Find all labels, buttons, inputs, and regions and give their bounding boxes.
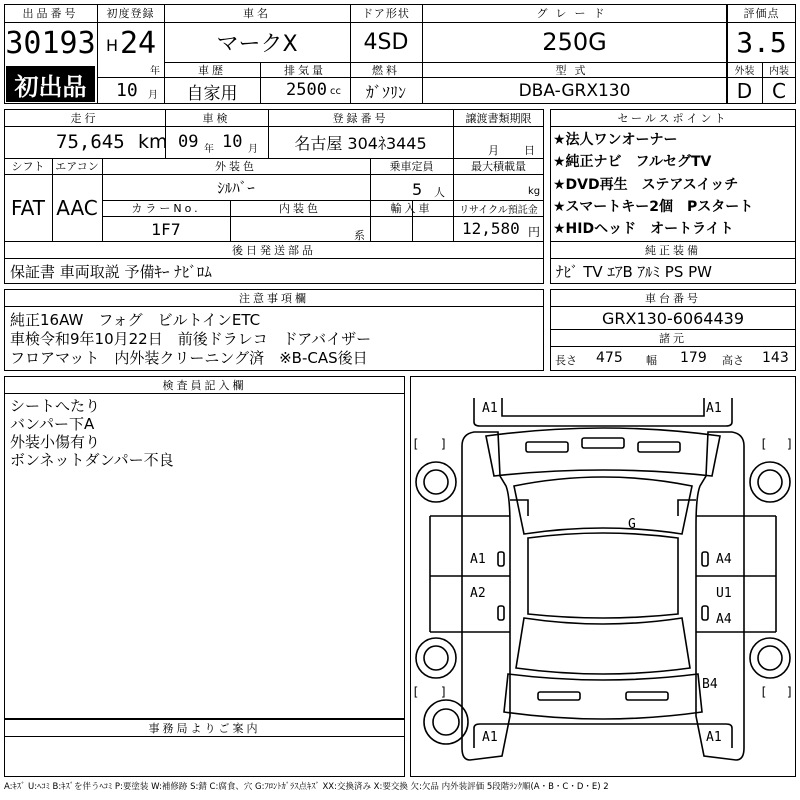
height-label: 高さ xyxy=(722,354,744,367)
ext-color-label: 外装色 xyxy=(215,160,257,173)
length-value: 475 xyxy=(596,350,623,366)
ext-color-value: ｼﾙﾊﾞｰ xyxy=(217,179,255,197)
svg-text:]: ] xyxy=(786,437,794,451)
svg-text:]: ] xyxy=(440,685,448,699)
fuel-label: 燃料 xyxy=(372,63,400,77)
door-label: ドア形状 xyxy=(362,7,410,20)
inspector-line: バンパー下A xyxy=(10,415,95,433)
score-label: 評価点 xyxy=(743,7,780,20)
damage-mark-right-front-door: A4 xyxy=(716,552,732,567)
svg-text:[: [ xyxy=(760,437,768,451)
reg-label: 登録番号 xyxy=(332,111,389,125)
displacement-value: 2500 xyxy=(286,80,327,100)
max-load-label: 最大積載量 xyxy=(471,160,526,173)
chassis-number: GRX130-6064439 xyxy=(601,308,745,328)
svg-text:]: ] xyxy=(786,685,794,699)
damage-mark-front-left: A1 xyxy=(482,401,498,416)
mileage-value: 75,645 xyxy=(56,131,125,153)
era: H xyxy=(106,36,119,55)
ac-value: AAC xyxy=(56,196,98,220)
inspection-label: 車検 xyxy=(202,111,231,125)
transfer-label: 譲渡書類期限 xyxy=(465,111,532,125)
inspection-month: 10 xyxy=(222,132,243,152)
inspector-line: ボンネットダンパー不良 xyxy=(10,451,174,469)
grade-value: 250G xyxy=(542,28,607,56)
length-label: 長さ xyxy=(555,354,577,367)
inspector-label: 検査員記入欄 xyxy=(162,378,247,392)
inspector-line: シートへたり xyxy=(10,397,101,415)
notes-line: フロアマット 内外装クリーニング済 ※B-CAS後日 xyxy=(10,349,368,367)
history-label: 車歴 xyxy=(198,63,226,77)
sales-point-item: ★DVD再生 ステアスイッチ xyxy=(553,177,739,193)
damage-mark-left-rear-door: A2 xyxy=(470,586,486,601)
displacement-label: 排気量 xyxy=(284,63,326,77)
sales-points-label: セールスポイント xyxy=(617,111,729,125)
damage-mark-right-rear-door-upper: U1 xyxy=(716,586,732,601)
legend: A:ｷｽﾞ U:ﾍｺﾐ B:ｷｽﾞを伴うﾍｺﾐ P:要塗装 W:補修跡 S:錆 C:腐食、穴 G:ﾌﾛﾝﾄｶﾞﾗｽ点ｷｽﾞ XX:交換済み X:要交換 欠:欠品 内外装評価 5段階ﾗﾝｸ順(A・B・C・D・E) 2 xyxy=(4,782,609,792)
inspection-month-unit: 月 xyxy=(248,144,258,155)
history-value: 自家用 xyxy=(186,83,238,104)
color-no-value: 1F7 xyxy=(151,219,181,239)
sales-point-item: ★法人ワンオーナー xyxy=(553,132,678,148)
mileage-unit: km xyxy=(138,131,168,153)
door-value: 4SD xyxy=(363,29,409,55)
inspection-year: 09 xyxy=(178,132,199,152)
damage-mark-windshield: G xyxy=(628,517,636,532)
spec-label: 諸元 xyxy=(659,331,687,345)
mileage-label: 走行 xyxy=(70,111,99,125)
import-label: 輸入車 xyxy=(390,202,433,215)
svg-text:[: [ xyxy=(412,685,420,699)
damage-mark-front-right: A1 xyxy=(706,401,722,416)
color-no-label: カラーNo. xyxy=(131,202,201,215)
width-value: 179 xyxy=(680,350,707,366)
lot-number: 30193 xyxy=(5,25,96,61)
later-parts-value: 保証書 車両取説 予備ｷｰ ﾅﾋﾞﾛﾑ xyxy=(10,263,212,281)
interior-label: 内装 xyxy=(769,66,789,77)
sales-point-item: ★純正ナビ フルセグTV xyxy=(553,154,712,170)
recycle-label: リサイクル預託金 xyxy=(459,204,538,216)
model-label: 車名 xyxy=(243,7,271,20)
damage-mark-right-quarter: B4 xyxy=(702,677,718,692)
transfer-month-unit: 月 xyxy=(488,144,499,157)
damage-mark-left-front-door: A1 xyxy=(470,552,486,567)
notes-label: 注意事項欄 xyxy=(239,291,309,305)
svg-text:[: [ xyxy=(760,685,768,699)
height-value: 143 xyxy=(762,350,789,366)
equipment-label: 純正装備 xyxy=(645,243,701,257)
transfer-day-unit: 日 xyxy=(524,144,535,157)
first-listing-badge: 初出品 xyxy=(6,66,95,102)
sales-point-item: ★HIDヘッド オートライト xyxy=(553,221,734,237)
model-name: マークX xyxy=(216,31,298,57)
damage-mark-right-rear-door-lower: A4 xyxy=(716,612,732,627)
damage-mark-rear-right: A1 xyxy=(706,730,722,745)
grade-label: グレード xyxy=(536,7,613,20)
month-unit: 月 xyxy=(148,90,158,101)
max-load-unit: kg xyxy=(528,186,541,197)
notes-line: 車検令和9年10月22日 前後ドラレコ ドアバイザー xyxy=(10,330,372,348)
capacity-unit: 人 xyxy=(434,186,445,199)
capacity-value: 5 xyxy=(412,180,423,199)
shift-label: シフト xyxy=(11,160,45,173)
car-diagram xyxy=(410,376,796,777)
equipment-value: ﾅﾋﾞ TV ｴｱB ｱﾙﾐ PS PW xyxy=(556,263,712,281)
first-reg-label: 初度登録 xyxy=(106,7,155,20)
inspector-line: 外装小傷有り xyxy=(10,433,101,451)
damage-mark-rear-left: A1 xyxy=(482,730,498,745)
type-value: DBA-GRX130 xyxy=(518,81,631,101)
office-label: 事務局よりご案内 xyxy=(148,721,261,735)
sales-point-item: ★スマートキー2個 Pスタート xyxy=(553,199,754,215)
shift-value: FAT xyxy=(10,196,45,220)
svg-text:]: ] xyxy=(440,437,448,451)
first-reg-month: 10 xyxy=(116,80,138,101)
ac-label: エアコン xyxy=(55,160,99,173)
int-color-unit: 系 xyxy=(354,229,365,242)
int-color-label: 内装色 xyxy=(279,202,321,215)
type-label: 型式 xyxy=(555,63,594,77)
width-label: 幅 xyxy=(646,354,657,367)
recycle-unit: 円 xyxy=(528,225,541,239)
svg-text:[: [ xyxy=(412,437,420,451)
capacity-label: 乗車定員 xyxy=(389,160,434,173)
inspection-year-unit: 年 xyxy=(204,144,214,155)
score-value: 3.5 xyxy=(736,25,787,59)
exterior-grade: D xyxy=(736,79,753,103)
fuel-value: ｶﾞｿﾘﾝ xyxy=(365,82,406,102)
lot-label: 出品番号 xyxy=(22,7,79,20)
recycle-value: 12,580 xyxy=(462,219,520,238)
notes-line: 純正16AW フォグ ビルトインETC xyxy=(10,311,261,329)
displacement-unit: cc xyxy=(330,86,341,97)
later-parts-label: 後日発送部品 xyxy=(232,243,316,257)
exterior-label: 外装 xyxy=(734,66,755,77)
chassis-label: 車台番号 xyxy=(645,291,701,305)
interior-grade: C xyxy=(772,79,786,103)
reg-number: 名古屋 304ﾈ3445 xyxy=(294,134,427,153)
first-reg-year: 24 xyxy=(120,26,157,61)
year-unit: 年 xyxy=(150,66,160,77)
